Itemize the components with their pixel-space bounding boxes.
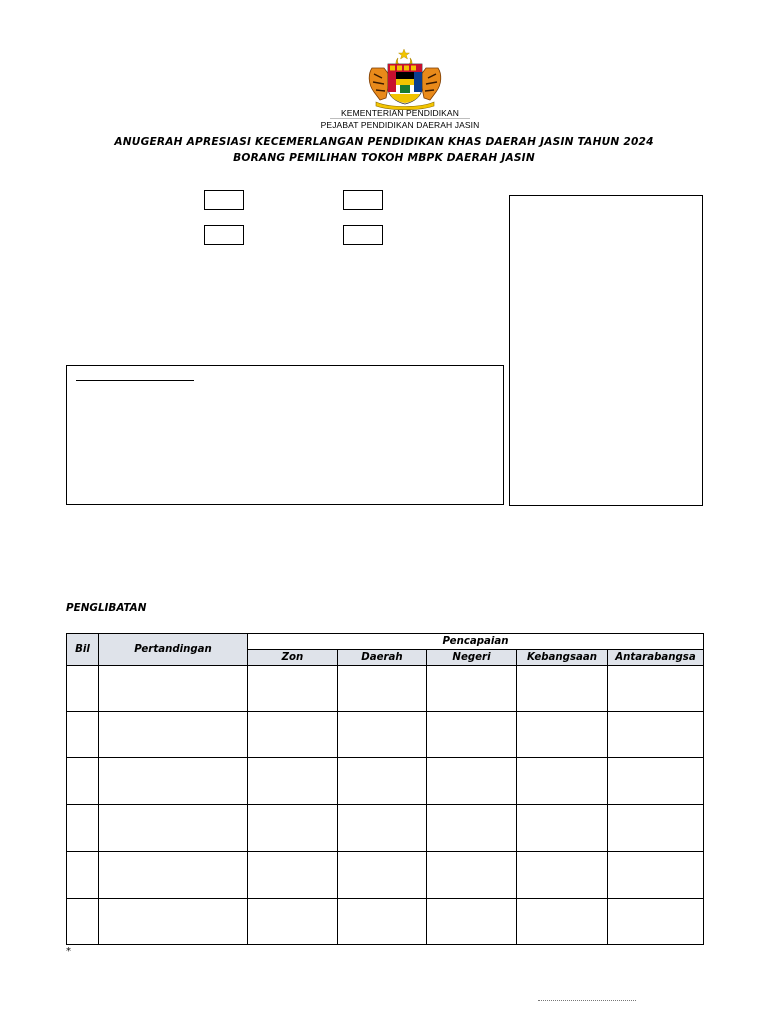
column-header-pencapaian: Pencapaian xyxy=(248,634,704,650)
district-office-name: PEJABAT PENDIDIKAN DAERAH JASIN xyxy=(320,120,480,130)
award-title: ANUGERAH APRESIASI KECEMERLANGAN PENDIDIKAN KHAS DAERAH JASIN TAHUN 2024 xyxy=(114,136,654,148)
table-row xyxy=(67,712,704,758)
table-row xyxy=(67,899,704,945)
table-cell[interactable] xyxy=(608,758,704,805)
column-header-pertandingan: Pertandingan xyxy=(99,634,248,666)
table-row xyxy=(67,666,704,712)
table-cell[interactable] xyxy=(99,899,248,945)
table-cell[interactable] xyxy=(248,852,338,899)
table-cell[interactable] xyxy=(99,712,248,758)
table-cell[interactable] xyxy=(427,852,517,899)
table-cell[interactable] xyxy=(517,805,608,852)
info-heading-underline xyxy=(76,380,194,381)
photo-box[interactable] xyxy=(509,195,703,506)
table-cell[interactable] xyxy=(67,899,99,945)
column-header-negeri: Negeri xyxy=(427,650,517,666)
checkbox-field[interactable] xyxy=(204,190,244,210)
table-cell[interactable] xyxy=(338,712,427,758)
table-cell[interactable] xyxy=(338,852,427,899)
column-header-antarabangsa: Antarabangsa xyxy=(608,650,704,666)
ministry-divider xyxy=(330,118,470,119)
table-cell[interactable] xyxy=(608,805,704,852)
footnote-marker: * xyxy=(66,946,71,957)
table-cell[interactable] xyxy=(67,852,99,899)
column-header-daerah: Daerah xyxy=(338,650,427,666)
table-cell[interactable] xyxy=(67,666,99,712)
table-cell[interactable] xyxy=(248,899,338,945)
malaysia-crest-logo xyxy=(360,48,450,110)
table-cell[interactable] xyxy=(517,712,608,758)
section-title: PENGLIBATAN xyxy=(66,602,147,614)
table-cell[interactable] xyxy=(338,666,427,712)
ministry-name: KEMENTERIAN PENDIDIKAN xyxy=(341,108,459,118)
table-cell[interactable] xyxy=(248,758,338,805)
table-cell[interactable] xyxy=(338,899,427,945)
table-cell[interactable] xyxy=(99,758,248,805)
checkbox-field[interactable] xyxy=(204,225,244,245)
form-title: BORANG PEMILIHAN TOKOH MBPK DAERAH JASIN xyxy=(233,152,535,164)
table-cell[interactable] xyxy=(67,758,99,805)
column-header-bil: Bil xyxy=(67,634,99,666)
table-row xyxy=(67,758,704,805)
table-cell[interactable] xyxy=(427,758,517,805)
table-cell[interactable] xyxy=(608,712,704,758)
checkbox-field[interactable] xyxy=(343,190,383,210)
checkbox-field[interactable] xyxy=(343,225,383,245)
table-cell[interactable] xyxy=(67,805,99,852)
table-cell[interactable] xyxy=(338,805,427,852)
table-cell[interactable] xyxy=(338,758,427,805)
table-row xyxy=(67,805,704,852)
table-cell[interactable] xyxy=(99,666,248,712)
table-cell[interactable] xyxy=(427,899,517,945)
signature-line xyxy=(538,1000,636,1001)
info-box[interactable] xyxy=(66,365,504,505)
table-cell[interactable] xyxy=(427,712,517,758)
table-cell[interactable] xyxy=(99,852,248,899)
table-cell[interactable] xyxy=(608,666,704,712)
table-cell[interactable] xyxy=(517,899,608,945)
table-cell[interactable] xyxy=(517,758,608,805)
table-cell[interactable] xyxy=(427,805,517,852)
table-cell[interactable] xyxy=(67,712,99,758)
column-header-kebangsaan: Kebangsaan xyxy=(517,650,608,666)
table-cell[interactable] xyxy=(517,852,608,899)
table-cell[interactable] xyxy=(248,666,338,712)
table-cell[interactable] xyxy=(248,805,338,852)
table-cell[interactable] xyxy=(517,666,608,712)
table-cell[interactable] xyxy=(608,852,704,899)
achievement-table xyxy=(66,633,704,945)
table-cell[interactable] xyxy=(427,666,517,712)
table-cell[interactable] xyxy=(99,805,248,852)
table-cell[interactable] xyxy=(248,712,338,758)
ministry-label xyxy=(300,108,500,130)
table-row xyxy=(67,852,704,899)
column-header-zon: Zon xyxy=(248,650,338,666)
table-cell[interactable] xyxy=(608,899,704,945)
